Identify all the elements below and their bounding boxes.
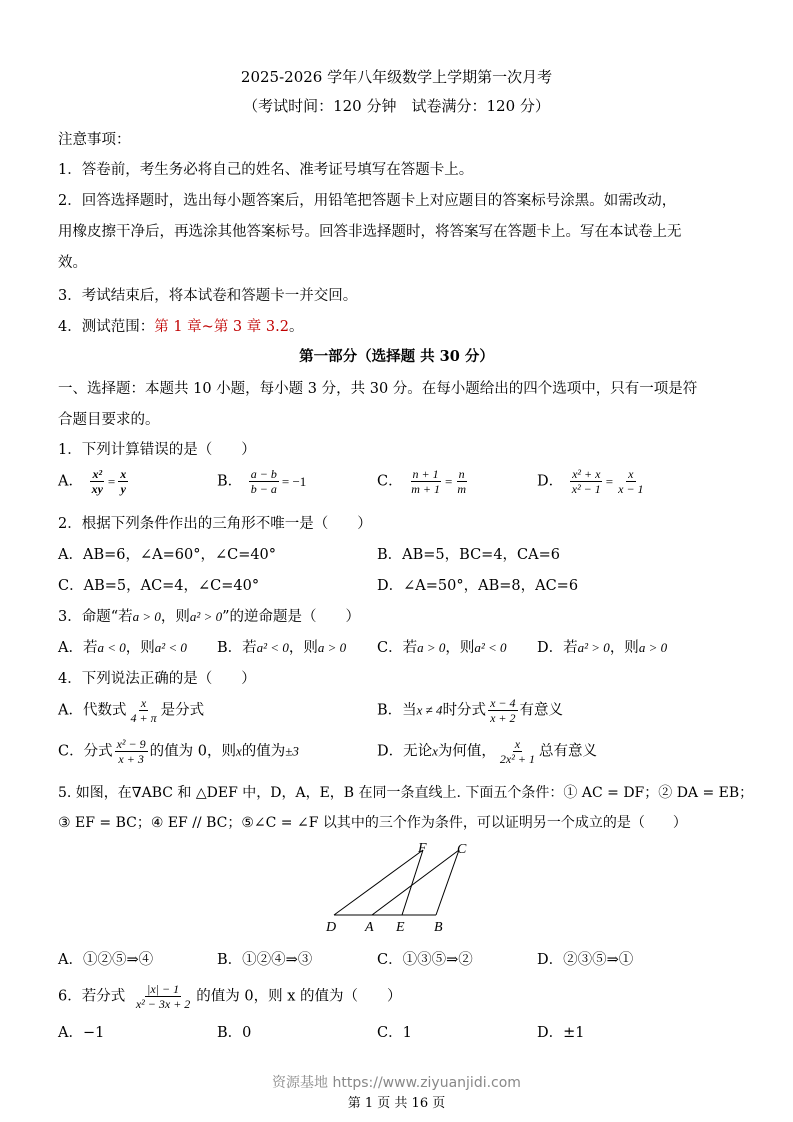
- q1-b-frac: $\frac{a - b}{b - a}$: [250, 467, 277, 496]
- q6-option-c: C．1: [377, 1025, 412, 1041]
- label-f: F: [418, 841, 427, 856]
- segment-fe: [402, 850, 423, 915]
- watermark-source: 资源基地 https://www.ziyuanjidi.com: [272, 1075, 521, 1091]
- q5-option-a: A．①②⑤⇒④: [58, 952, 154, 968]
- q6-stem: 6．若分式 $\frac{|x| - 1}{\text{x² − 3x + 2}}$ 的值为 0，则 x 的值为（ ）: [58, 982, 402, 1011]
- q1-c-frac-right: $\frac{n}{m}$: [457, 467, 466, 496]
- segment-ac: [372, 850, 459, 915]
- q2-option-c: C．AB=5，AC=4，∠C=40°: [58, 578, 260, 594]
- q1-a-frac-left: $\frac{\text{x²}}{xy}$: [91, 467, 103, 496]
- q1-d-frac-right: $\frac{x}{x - 1}$: [618, 467, 644, 496]
- label-a: A: [365, 920, 374, 935]
- q1-option-c: [377, 467, 470, 496]
- q1-d-label: D．: [537, 473, 564, 490]
- exam-title: 2025-2026 学年八年级数学上学期第一次月考: [240, 68, 553, 86]
- q1-c-frac-left: $\frac{n + 1}{m + 1}$: [411, 467, 440, 496]
- note-4-prefix: 4．测试范围：: [58, 319, 155, 335]
- q5-option-d: D．②③⑤⇒①: [537, 952, 634, 968]
- q3-stem: 3．命题“若a > 0，则a² > 0”的逆命题是（ ）: [58, 609, 361, 625]
- q2-option-b: B．AB=5，BC=4，CA=6: [377, 547, 560, 563]
- part1-intro-line-2: 合题目要求的。: [58, 412, 160, 428]
- note-2-line-1: 2．回答选择题时，选出每小题答案后，用铅笔把答题卡上对应题目的答案标号涂黑。如需改动，: [58, 193, 677, 209]
- q4-a-frac: $\frac{x}{4 + \pi}$: [130, 696, 157, 725]
- part1-heading: 第一部分（选择题 共 30 分）: [299, 348, 494, 365]
- q4-d-frac: $\frac{x}{\text{2x² + 1}}$: [499, 737, 535, 766]
- label-c: C: [457, 842, 467, 857]
- q6-option-a: A．−1: [58, 1025, 105, 1041]
- q3-option-a: A．若a < 0，则a² < 0: [58, 640, 187, 656]
- q4-option-b: B．当x ≠ 4时分式 $\frac{x - 4}{x + 2}$ 有意义: [377, 696, 563, 725]
- q1-a-frac-right: $\frac{x}{y}$: [120, 467, 127, 496]
- note-4-suffix: 。: [288, 319, 304, 335]
- q1-a-label: A．: [58, 473, 83, 490]
- q1-d-equals: =: [605, 473, 614, 489]
- label-e: E: [396, 920, 405, 935]
- label-d: D: [326, 920, 337, 935]
- q6-option-d: D．±1: [537, 1025, 585, 1041]
- q4-option-d: D．无论x为何值， $\frac{x}{\text{2x² + 1}}$ 总有意义: [377, 737, 597, 766]
- q4-stem: 4．下列说法正确的是（ ）: [58, 671, 256, 687]
- q4-c-frac: $\frac{\text{x² − 9}}{x + 3}$: [116, 737, 146, 766]
- note-1: 1．答卷前，考生务必将自己的姓名、准考证号填写在答题卡上。: [58, 162, 474, 178]
- q6-frac: $\frac{|x| - 1}{\text{x² − 3x + 2}}$: [135, 982, 191, 1011]
- q2-option-d: D．∠A=50°，AB=8，AC=6: [377, 578, 579, 594]
- q5-stem-line-1: 5. 如图，在∇ABC 和 △DEF 中，D，A，E，B 在同一条直线上. 下面五个条件：① AC = DF；② DA = EB；: [58, 785, 754, 801]
- q1-c-equals: =: [444, 473, 453, 489]
- q4-option-a: A．代数式 $\frac{x}{4 + \pi}$ 是分式: [58, 696, 205, 725]
- q5-stem-line-2: ③ EF = BC；④ EF // BC；⑤∠C = ∠F 以其中的三个作为条件，可以证明另一个成立的是（ ）: [58, 815, 687, 831]
- q6-option-b: B．0: [217, 1025, 252, 1041]
- q1-d-frac-left: $\frac{\text{x² + x}}{\text{x² − 1}}$: [571, 467, 601, 496]
- q1-stem: 1．下列计算错误的是（ ）: [58, 442, 256, 458]
- q5-option-c: C．①③⑤⇒②: [377, 952, 473, 968]
- note-4-range: 第 1 章~第 3 章 3.2: [154, 319, 289, 335]
- note-3: 3．考试结束后，将本试卷和答题卡一并交回。: [58, 288, 358, 304]
- q1-option-a: [58, 467, 130, 496]
- note-2-line-2: 用橡皮擦干净后，再选涂其他答案标号。回答非选择题时，将答案写在答题卡上。写在本试卷上无: [58, 224, 682, 240]
- q3-option-c: C．若a > 0，则a² < 0: [377, 640, 507, 656]
- notes-heading: 注意事项：: [58, 132, 131, 148]
- note-2-line-3: 效。: [58, 255, 87, 271]
- segment-cb: [436, 850, 459, 915]
- q1-b-label: B．: [217, 473, 243, 490]
- q1-option-d: [537, 467, 648, 496]
- part1-intro-line-1: 一、选择题：本题共 10 小题，每小题 3 分，共 30 分。在每小题给出的四个选项中，只有一项是符: [58, 381, 698, 397]
- q3-option-d: D．若a² > 0，则a > 0: [537, 640, 668, 656]
- q2-option-a: A．AB=6，∠A=60°，∠C=40°: [58, 547, 277, 563]
- page-number: 第 1 页 共 16 页: [347, 1096, 446, 1111]
- q5-option-b: B．①②④⇒③: [217, 952, 313, 968]
- q5-triangles-figure: [320, 838, 480, 936]
- q1-a-equals: =: [107, 473, 116, 489]
- q1-b-rhs: = −1: [281, 473, 307, 489]
- exam-subtitle: （考试时间：120 分钟 试卷满分：120 分）: [243, 97, 550, 115]
- q2-stem: 2．根据下列条件作出的三角形不唯一是（ ）: [58, 516, 372, 532]
- q4-b-frac: $\frac{x - 4}{x + 2}$: [490, 696, 516, 725]
- q4-option-c: C．分式 $\frac{\text{x² − 9}}{x + 3}$ 的值为 0，则x的值为±3: [58, 737, 299, 766]
- note-4: [58, 315, 303, 336]
- segment-df: [334, 850, 423, 915]
- label-b: B: [434, 920, 443, 935]
- q1-option-b: [217, 467, 307, 496]
- q1-c-label: C．: [377, 473, 403, 490]
- q3-option-b: B．若a² < 0，则a > 0: [217, 640, 347, 656]
